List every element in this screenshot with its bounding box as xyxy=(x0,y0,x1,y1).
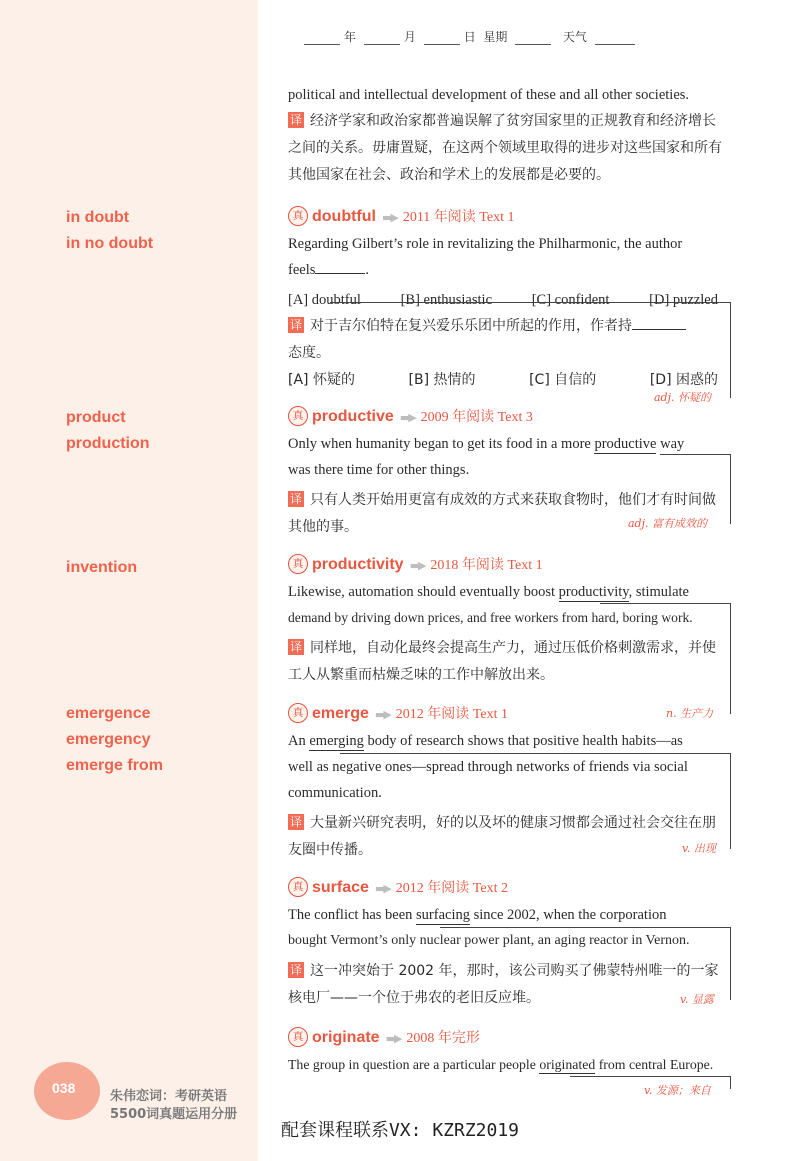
real-exam-badge: 真 xyxy=(288,703,308,723)
real-exam-badge: 真 xyxy=(288,877,308,897)
translation-badge: 译 xyxy=(289,318,302,332)
sidebar-word: in no doubt xyxy=(66,235,154,252)
sidebar-word: production xyxy=(66,435,150,452)
intro-translation: 译 经济学家和政治家都普遍误解了贫穷国家里的正规教育和经济增长之间的关系。毋庸置疑，在这两个领域里取得的进步对这些国家和所有其他国家在社会、政治和学术上的发展都是必要的。 xyxy=(288,113,722,183)
translation-badge: 译 xyxy=(289,815,302,829)
headword: productivity xyxy=(312,556,404,573)
headword: emerge xyxy=(312,705,369,722)
entry-originate xyxy=(288,1024,724,1078)
intro-block xyxy=(288,82,724,189)
gloss-label: v. 发源；来自 xyxy=(640,1082,715,1098)
headword: doubtful xyxy=(312,208,376,225)
option: [D] 困惑的 xyxy=(649,372,718,388)
example-english: well as negative ones—spread through networks of friends via social xyxy=(288,759,688,775)
option: [B] enthusiastic xyxy=(400,292,493,308)
sidebar-group-doubt xyxy=(66,205,153,257)
headword: surface xyxy=(312,879,369,896)
exam-source: 2011 年阅读 Text 1 xyxy=(402,210,515,225)
sidebar-word: emerge from xyxy=(66,757,163,774)
day-label: 日 xyxy=(463,30,476,44)
sidebar-word: invention xyxy=(66,559,138,576)
headword: originate xyxy=(312,1029,380,1046)
page-number: 038 xyxy=(52,1080,76,1096)
example-english: demand by driving down prices, and free workers from hard, boring work. xyxy=(288,610,693,625)
option: [A] doubtful xyxy=(288,292,361,308)
entry-header xyxy=(288,551,724,579)
entry-header xyxy=(288,203,724,231)
arrow-icon: ▬▶ xyxy=(409,559,425,572)
entry-header xyxy=(288,874,724,902)
example-english: Only when humanity began to get its food in a more productive way xyxy=(288,436,685,452)
sidebar-word: emergence xyxy=(66,705,151,722)
sidebar-group-product xyxy=(66,405,150,457)
arrow-icon: ▬▶ xyxy=(381,211,397,224)
option: [C] 自信的 xyxy=(529,372,597,388)
entry-header xyxy=(288,1024,724,1052)
year-label: 年 xyxy=(344,30,357,44)
gloss-label: v. 出现 xyxy=(678,840,720,856)
underlined-word: productivity xyxy=(558,584,629,600)
date-header xyxy=(300,28,650,45)
example-english: was there time for other things. xyxy=(288,462,470,478)
example-translation: 译 只有人类开始用更富有成效的方式来获取食物时，他们才有时间做其他的事。 xyxy=(288,492,716,535)
entry-header xyxy=(288,700,724,728)
entry-doubtful: 真 doubtful ▬▶ 2011 年阅读 Text 1 Regarding Gilbert’s role in revitalizing the Philharmonic, the author feels . [A] doubtful [B] enthusiastic [C] confident [D] puzzled 译 对于吉尔伯特在复兴爱乐乐团中所起的作用，作者持 态度。 [A] 怀疑的 [B] 热情的 [C] 自信的 [D] 困惑的 xyxy=(288,203,724,394)
arrow-icon: ▬▶ xyxy=(374,708,390,721)
gloss-connector xyxy=(440,927,731,1000)
option: [A] 怀疑的 xyxy=(288,372,355,388)
real-exam-badge: 真 xyxy=(288,1027,308,1047)
example-english: communication. xyxy=(288,785,382,801)
translation-badge: 译 xyxy=(289,492,302,506)
arrow-icon: ▬▶ xyxy=(385,1032,401,1045)
gloss-connector xyxy=(340,753,731,849)
underlined-word: surfacing xyxy=(416,907,470,923)
example-english: feels . xyxy=(288,262,369,278)
example-english: Likewise, automation should eventually boost productivity, stimulate xyxy=(288,584,689,600)
real-exam-badge: 真 xyxy=(288,206,308,226)
example-english: Regarding Gilbert’s role in revitalizing the Philharmonic, the author xyxy=(288,236,683,252)
headword: productive xyxy=(312,408,394,425)
entry-header xyxy=(288,403,724,431)
book-title: 朱伟恋词：考研英语 5500词真题运用分册 xyxy=(110,1089,238,1122)
gloss-connector xyxy=(330,302,731,398)
underlined-word: originated xyxy=(539,1057,596,1072)
gloss-connector xyxy=(600,603,731,714)
sidebar-group-invention xyxy=(66,555,137,581)
arrow-icon: ▬▶ xyxy=(374,882,390,895)
gloss-label: adj. 怀疑的 xyxy=(650,389,715,405)
exam-source: 2009 年阅读 Text 3 xyxy=(420,410,533,425)
option: [B] 热情的 xyxy=(408,372,476,388)
example-english: The conflict has been surfacing since 2002, when the corporation xyxy=(288,907,667,923)
example-english: The group in question are a particular people originated from central Europe. xyxy=(288,1057,714,1072)
real-exam-badge: 真 xyxy=(288,554,308,574)
sidebar-group-emerge xyxy=(66,701,163,779)
exam-source: 2012 年阅读 Text 1 xyxy=(395,707,508,722)
translation-badge: 译 xyxy=(289,640,302,654)
month-label: 月 xyxy=(403,30,416,44)
example-translation: 译 对于吉尔伯特在复兴爱乐乐团中所起的作用，作者持 xyxy=(288,313,724,340)
gloss-label: v. 显露 xyxy=(676,991,718,1007)
promo-text: 配套课程联系VX: KZRZ2019 xyxy=(280,1120,520,1141)
example-english: An emerging body of research shows that positive health habits—as xyxy=(288,733,683,749)
gloss-label: adj. 富有成效的 xyxy=(624,515,711,531)
underlined-word: emerging xyxy=(309,733,364,749)
sidebar-word: emergency xyxy=(66,731,151,748)
option: [C] confident xyxy=(531,292,610,308)
example-translation: 译 大量新兴研究表明，好的以及坏的健康习惯都会通过社会交往在朋友圈中传播。 xyxy=(288,815,716,858)
real-exam-badge: 真 xyxy=(288,406,308,426)
exam-source: 2012 年阅读 Text 2 xyxy=(395,881,508,896)
example-translation: 译 这一冲突始于 2002 年，那时，该公司购买了佛蒙特州唯一的一家核电厂——一个位于弗农的老旧反应堆。 xyxy=(288,963,719,1006)
sidebar-word: in doubt xyxy=(66,209,130,226)
translation-badge: 译 xyxy=(289,113,302,127)
exam-source: 2018 年阅读 Text 1 xyxy=(430,558,543,573)
underlined-word: productive xyxy=(594,436,657,452)
translation-badge: 译 xyxy=(289,963,302,977)
example-translation: 译 同样地，自动化最终会提高生产力，通过压低价格刺激需求，并使工人从繁重而枯燥乏味的工作中解放出来。 xyxy=(288,640,716,683)
option: [D] puzzled xyxy=(649,292,718,308)
weekday-label: 星期 xyxy=(483,30,508,44)
exam-source: 2008 年完形 xyxy=(406,1031,480,1046)
arrow-icon: ▬▶ xyxy=(399,411,415,424)
weather-label: 天气 xyxy=(562,30,587,44)
gloss-label: n. 生产力 xyxy=(662,705,717,721)
intro-english: political and intellectual development of these and all other societies. xyxy=(288,87,690,103)
example-english: bought Vermont’s only nuclear power plant, an aging reactor in Vernon. xyxy=(288,933,690,948)
gloss-connector xyxy=(660,454,731,524)
sidebar-word: product xyxy=(66,409,126,426)
